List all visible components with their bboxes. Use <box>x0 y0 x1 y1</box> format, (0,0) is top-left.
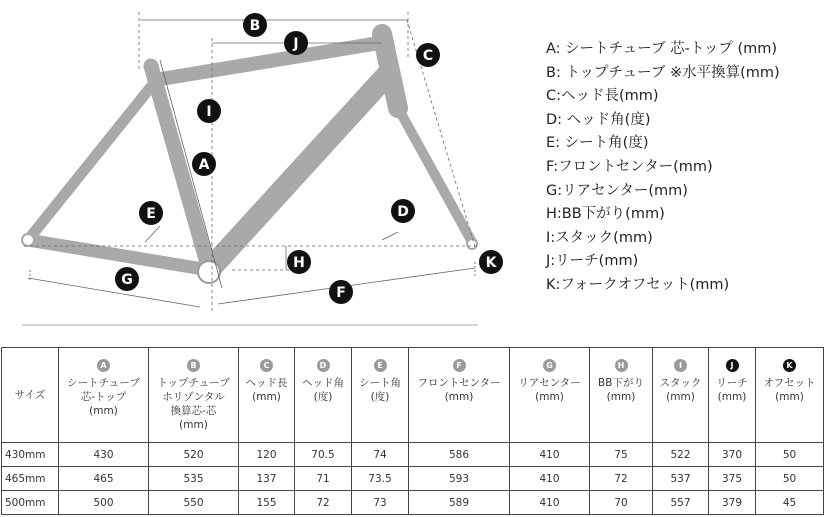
badge-e-icon: E <box>374 359 387 372</box>
col-header-d <box>295 348 352 443</box>
header-label-line: ヘッド長 <box>245 377 288 389</box>
header-label-line: (mm) <box>775 391 804 403</box>
badge-f-icon: F <box>453 359 466 372</box>
badge-j-icon: J <box>726 359 739 372</box>
table-cell: 70 <box>590 491 653 515</box>
badge-F-label: F <box>336 285 346 301</box>
header-label-line: (mm) <box>444 391 474 403</box>
table-cell: 50 <box>756 467 824 491</box>
badge-A <box>192 152 216 176</box>
col-header-b <box>149 348 239 443</box>
badge-J-label: J <box>293 36 299 52</box>
header-label-line: トップチューブ <box>157 377 230 389</box>
geometry-table <box>1 347 824 515</box>
table-cell: 73.5 <box>352 467 409 491</box>
table-cell: 410 <box>510 443 590 467</box>
table-header-row <box>2 348 824 443</box>
badge-D-label: D <box>397 204 409 220</box>
table-cell: 379 <box>709 491 756 515</box>
badge-K-label: K <box>485 255 497 271</box>
bike-frame <box>28 34 472 270</box>
badge-K <box>479 250 503 274</box>
seat-stay <box>28 78 158 240</box>
header-label-line: (mm) <box>535 391 564 403</box>
legend-item-c: C:ヘッド長(mm) <box>546 88 659 105</box>
col-header-h <box>590 348 653 443</box>
table-row <box>2 467 824 491</box>
geometry-legend <box>546 38 780 298</box>
legend-item-e: E: シート角(度) <box>546 135 649 152</box>
header-label-line: (mm) <box>666 391 695 403</box>
table-cell: 72 <box>295 491 352 515</box>
legend-item-i: I:スタック(mm) <box>546 229 653 246</box>
table-cell: 45 <box>756 491 824 515</box>
top-tube <box>155 42 385 80</box>
badge-i-icon: I <box>674 359 687 372</box>
badge-H-label: H <box>293 255 305 271</box>
badge-H <box>287 250 311 274</box>
col-header-e <box>352 348 409 443</box>
badge-a-icon: A <box>97 359 110 372</box>
badge-D <box>391 199 415 223</box>
legend-item-f: F:フロントセンター(mm) <box>546 158 713 175</box>
table-cell: 120 <box>239 443 295 467</box>
table-cell: 586 <box>409 443 510 467</box>
table-cell: 557 <box>653 491 709 515</box>
header-label-line: (mm) <box>717 391 747 403</box>
legend-item-a: A: シートチューブ 芯-トップ (mm) <box>546 41 778 57</box>
table-cell: 155 <box>239 491 295 515</box>
badge-E <box>139 201 163 225</box>
table-cell: 137 <box>239 467 295 491</box>
fork <box>398 108 472 242</box>
header-label-line: (mm) <box>252 391 281 403</box>
down-tube <box>209 76 386 270</box>
table-cell: 50 <box>756 443 824 467</box>
badge-B <box>243 13 267 37</box>
table-cell: 410 <box>510 467 590 491</box>
table-cell: 500 <box>59 491 149 515</box>
table-cell: 537 <box>653 467 709 491</box>
table-cell: 72 <box>590 467 653 491</box>
header-label-line: 芯-トップ <box>80 391 127 403</box>
front-dropout <box>467 239 477 249</box>
table-cell: 550 <box>149 491 239 515</box>
badge-A-label: A <box>198 157 210 173</box>
head-tube <box>382 34 398 108</box>
size-cell: 465mm <box>2 467 59 491</box>
badge-I <box>197 99 221 123</box>
badge-B-label: B <box>249 18 261 34</box>
badge-J <box>284 31 308 55</box>
header-label-line: (mm) <box>179 419 208 431</box>
header-label-line: シート角 <box>359 377 401 389</box>
badge-b-icon: B <box>187 359 200 372</box>
table-cell: 74 <box>352 443 409 467</box>
header-label-line: ホリゾンタル <box>162 391 225 403</box>
table-cell: 370 <box>709 443 756 467</box>
header-label-line: リアセンター <box>518 377 581 389</box>
legend-item-b: B: トップチューブ ※水平換算(mm) <box>546 64 780 81</box>
header-label-line: フロントセンター <box>417 377 501 389</box>
badge-d-icon: D <box>317 359 330 372</box>
header-label-line: (度) <box>313 391 333 403</box>
header-label-line: (mm) <box>89 405 118 417</box>
table-cell: 375 <box>709 467 756 491</box>
badge-G-label: G <box>121 272 133 288</box>
legend-item-d: D: ヘッド角(度) <box>546 111 651 128</box>
table-cell: 410 <box>510 491 590 515</box>
table-cell: 522 <box>653 443 709 467</box>
header-label-line: リーチ <box>716 377 748 389</box>
legend-item-h: H:BB下がり(mm) <box>546 206 665 223</box>
badge-C-label: C <box>422 48 434 64</box>
header-label-line: オフセット <box>763 377 816 389</box>
table-cell: 593 <box>409 467 510 491</box>
col-header-f <box>409 348 510 443</box>
badge-g-icon: G <box>543 359 556 372</box>
header-label-line: (mm) <box>606 391 636 403</box>
col-header-i <box>653 348 709 443</box>
size-cell: 430mm <box>2 443 59 467</box>
size-header: サイズ <box>2 348 59 443</box>
table-cell: 589 <box>409 491 510 515</box>
header-label-line: ヘッド角 <box>302 377 344 389</box>
col-header-k <box>756 348 824 443</box>
header-label-line: スタック <box>659 377 702 389</box>
badge-F <box>329 280 353 304</box>
header-label-line: 換算芯-芯 <box>170 405 217 417</box>
table-cell: 70.5 <box>295 443 352 467</box>
chain-stay <box>28 240 209 270</box>
table-row <box>2 491 824 515</box>
col-header-c <box>239 348 295 443</box>
table-cell: 75 <box>590 443 653 467</box>
badge-c-icon: C <box>260 359 273 372</box>
badge-C <box>416 43 440 67</box>
col-header-a <box>59 348 149 443</box>
table-row <box>2 443 824 467</box>
badge-h-icon: H <box>615 359 628 372</box>
badge-G <box>115 267 139 291</box>
bottom-bracket <box>198 261 220 283</box>
badge-E-label: E <box>146 206 156 222</box>
table-cell: 430 <box>59 443 149 467</box>
header-label-line: (度) <box>370 391 390 403</box>
size-cell: 500mm <box>2 491 59 515</box>
rear-dropout <box>22 234 34 246</box>
table-cell: 71 <box>295 467 352 491</box>
table-cell: 535 <box>149 467 239 491</box>
col-header-g <box>510 348 590 443</box>
table-cell: 465 <box>59 467 149 491</box>
col-header-j <box>709 348 756 443</box>
legend-item-j: J:リーチ(mm) <box>546 253 639 270</box>
legend-item-g: G:リアセンター(mm) <box>546 182 688 199</box>
table-cell: 520 <box>149 443 239 467</box>
table-cell: 73 <box>352 491 409 515</box>
header-label-line: BB下がり <box>598 377 644 389</box>
badge-k-icon: K <box>783 359 796 372</box>
badge-I-label: I <box>206 104 212 120</box>
header-label-line: シートチューブ <box>67 377 140 389</box>
legend-item-k: K:フォークオフセット(mm) <box>546 276 730 293</box>
